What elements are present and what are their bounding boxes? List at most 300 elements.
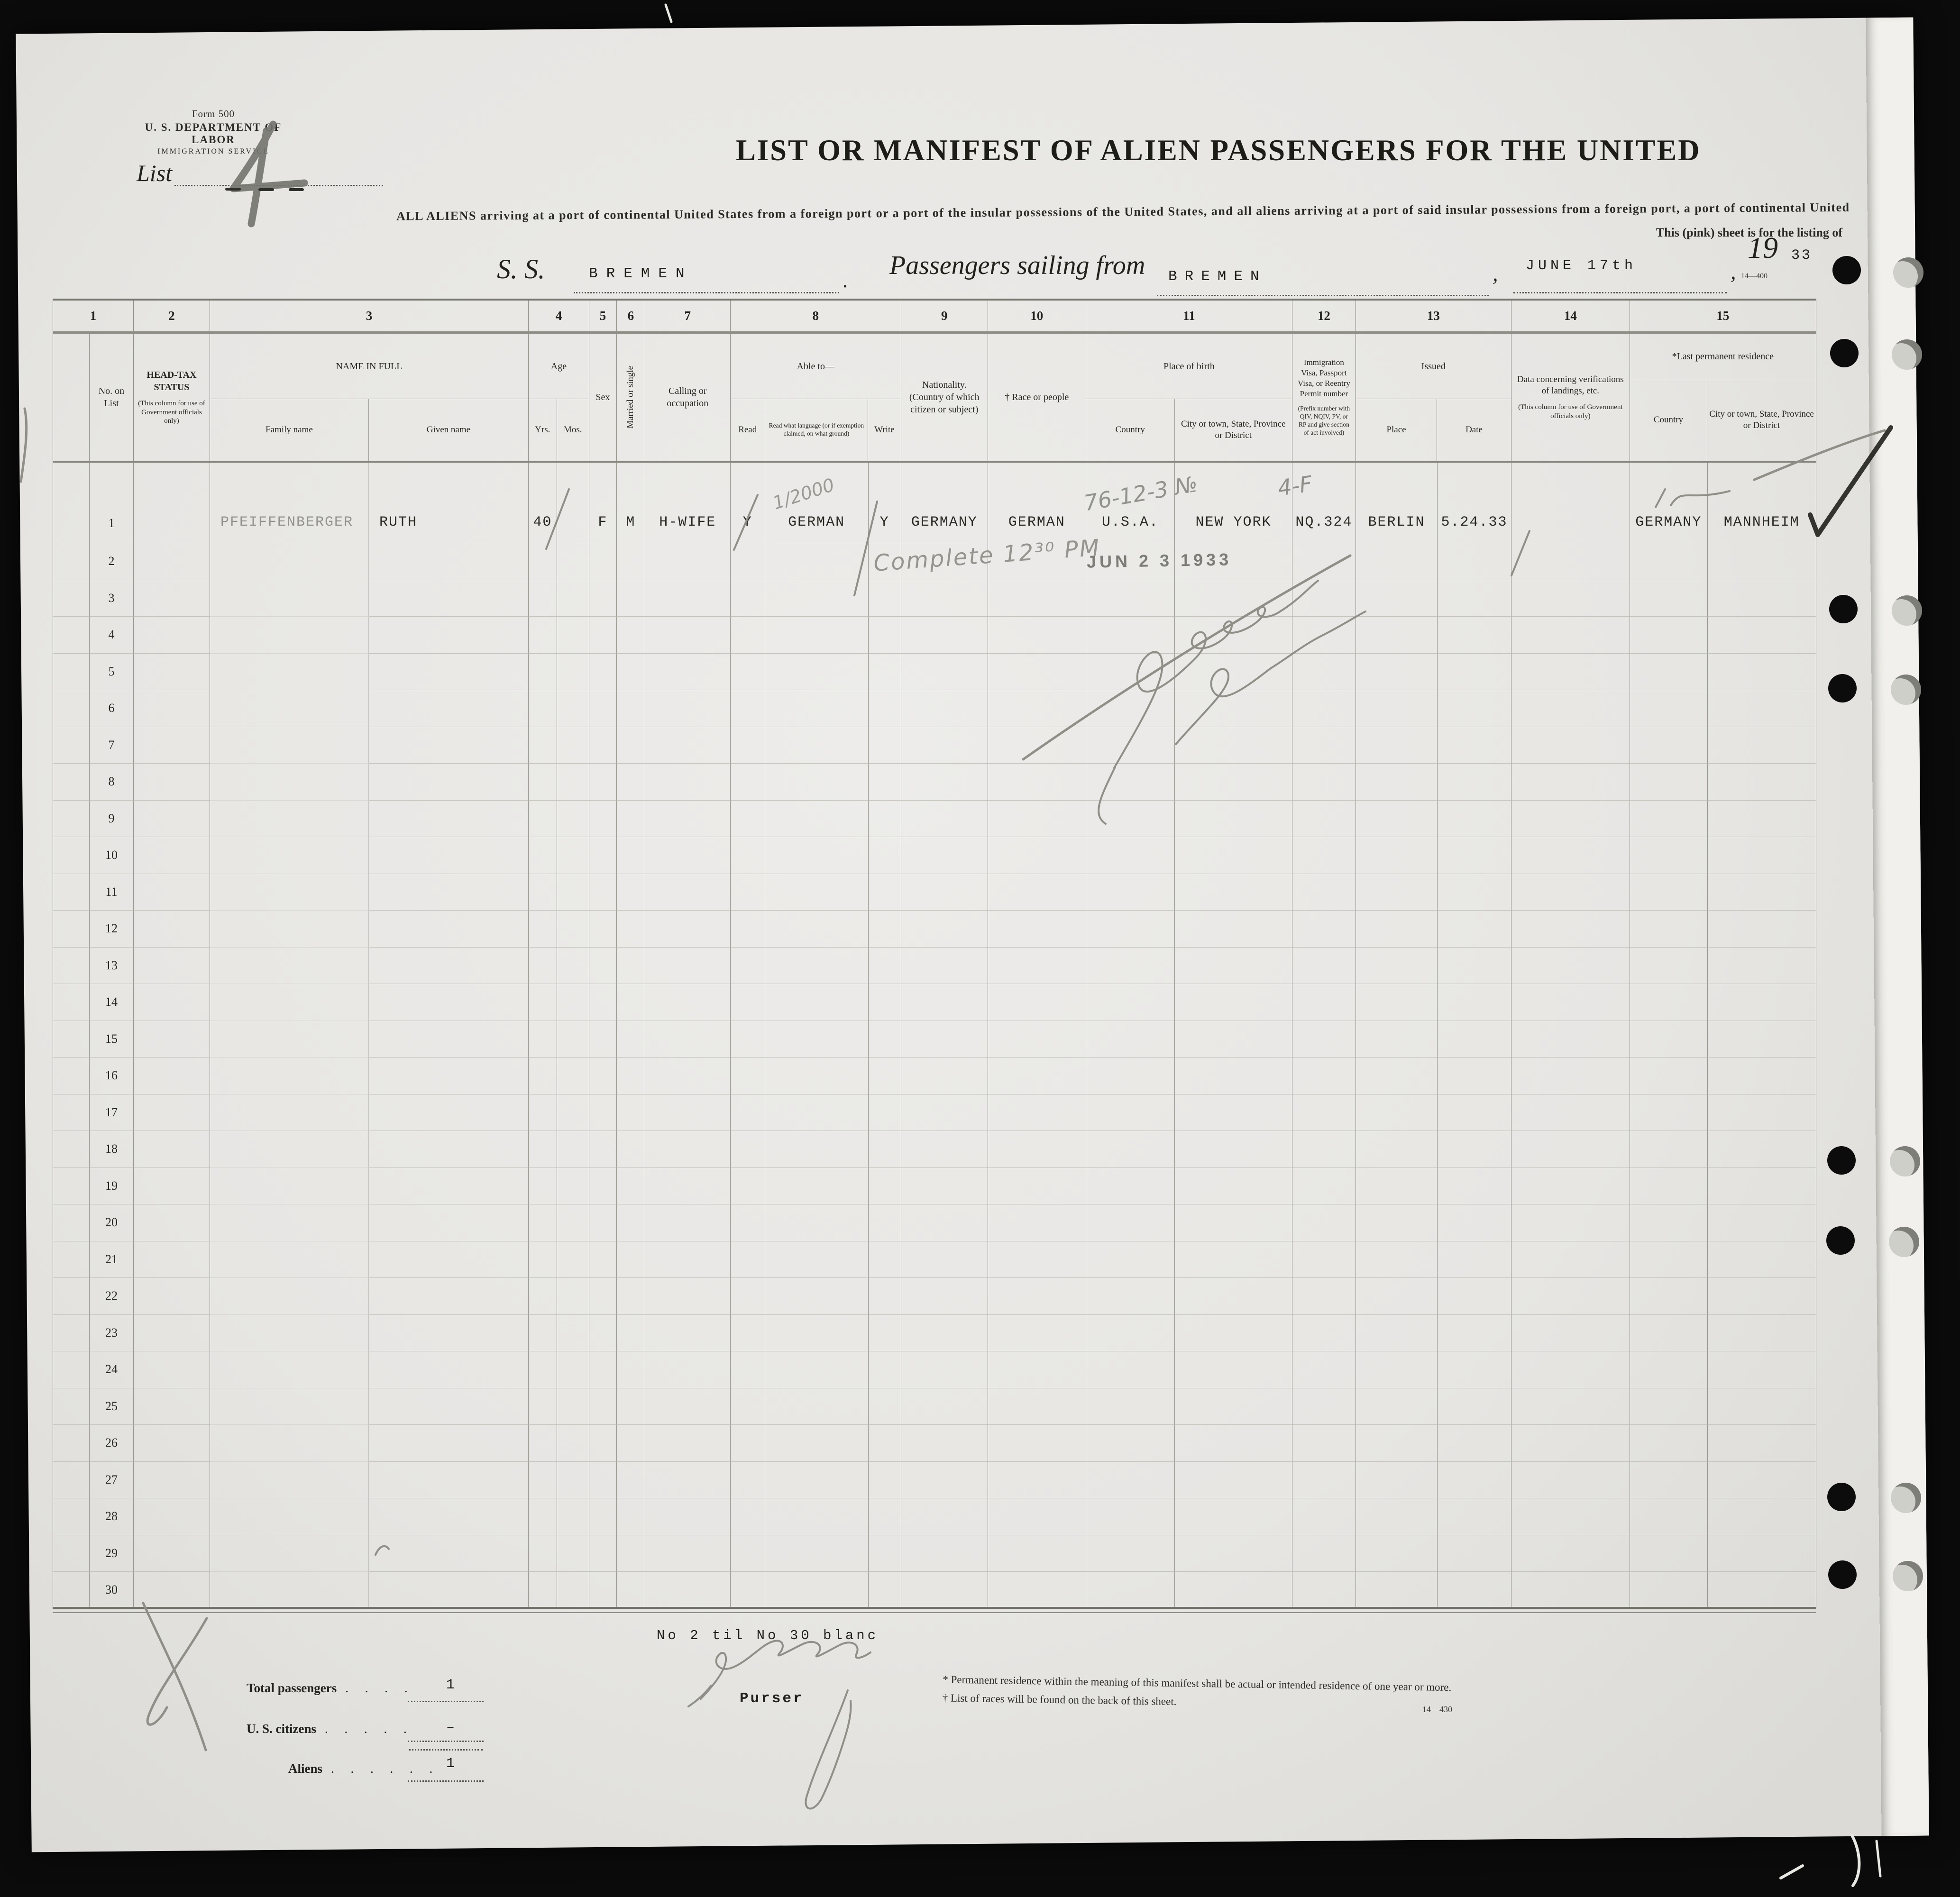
cell-head-tax — [134, 580, 210, 617]
cell-head-tax — [134, 727, 210, 764]
cell-verification — [1511, 1535, 1630, 1572]
hole-punch — [1827, 1146, 1856, 1175]
cell-family — [210, 1388, 369, 1425]
table-bottom-rule — [53, 1607, 1816, 1609]
cell-issued-date: 5.24.33 — [1438, 463, 1511, 543]
subtitle-line1: ALL ALIENS arriving at a port of continental United States from a foreign port or a port of the insular possessions of the United States, and all aliens arriving at a port of said insular possessions from a foreign port, a port of continental United — [396, 200, 1850, 223]
cell-given — [369, 654, 529, 691]
sailing-from-label: Passengers sailing from — [889, 251, 1145, 280]
col-label: HEAD-TAX STATUS — [147, 369, 197, 392]
cell-verification — [1511, 654, 1630, 691]
cell-calling — [645, 580, 731, 617]
cell-residence-city — [1708, 1498, 1816, 1535]
scan-artifact — [1877, 1841, 1880, 1876]
sub-given-name: Given name — [426, 425, 471, 435]
cell-given — [369, 874, 529, 911]
cell-issued-date — [1438, 911, 1511, 948]
cell-yrs — [529, 948, 557, 985]
cell-sex — [589, 1278, 617, 1315]
cell-issued-date — [1438, 1021, 1511, 1058]
value-line — [408, 1741, 484, 1742]
row-margin — [53, 1498, 90, 1535]
dot-leader: . . . . . — [324, 1722, 413, 1736]
ship-name: BREMEN — [589, 265, 693, 282]
cell-sex — [589, 948, 617, 985]
cell-family — [210, 727, 369, 764]
cell-residence-city — [1708, 1058, 1816, 1094]
cell-family — [210, 690, 369, 727]
cell-nationality — [901, 984, 988, 1021]
cell-verification — [1511, 874, 1630, 911]
cell-issued-place — [1356, 1168, 1438, 1205]
cell-sex — [589, 1241, 617, 1278]
row-number: 15 — [90, 1021, 134, 1058]
col-number-5: 5 — [589, 301, 617, 334]
cell-issued-place — [1356, 837, 1438, 874]
cell-family — [210, 1498, 369, 1535]
cell-nationality: GERMANY — [901, 463, 988, 543]
cell-family — [210, 1425, 369, 1462]
cell-nationality — [901, 1278, 988, 1315]
cell-birth-city — [1175, 1094, 1292, 1131]
cell-write — [869, 1462, 901, 1499]
cell-visa — [1292, 1204, 1356, 1241]
cell-verification — [1511, 1094, 1630, 1131]
footnote-residence: * Permanent residence within the meaning of this manifest shall be actual or intended residence of one year or more. — [943, 1673, 1452, 1694]
cell-married — [617, 727, 645, 764]
hole-punch — [1828, 1560, 1857, 1589]
cell-mos — [557, 1535, 589, 1572]
cell-read-language: GERMAN — [765, 463, 869, 543]
cell-read — [731, 1094, 765, 1131]
cell-residence-city — [1708, 1572, 1816, 1609]
cell-family — [210, 1351, 369, 1388]
row-margin — [53, 654, 90, 691]
cell-read-language — [765, 1021, 869, 1058]
cell-visa — [1292, 801, 1356, 838]
cell-issued-place — [1356, 543, 1438, 580]
cell-visa — [1292, 617, 1356, 654]
cell-birth-country — [1086, 654, 1175, 691]
cell-mos — [557, 1168, 589, 1205]
cell-visa — [1292, 654, 1356, 691]
cell-read — [731, 580, 765, 617]
cell-read — [731, 1131, 765, 1168]
cell-issued-date — [1438, 1058, 1511, 1094]
cell-sex — [589, 1351, 617, 1388]
cell-sex — [589, 874, 617, 911]
cell-read-language — [765, 1131, 869, 1168]
header-head-tax — [134, 334, 210, 463]
cell-head-tax — [134, 463, 210, 543]
row-number: 21 — [90, 1241, 134, 1278]
cell-visa — [1292, 1021, 1356, 1058]
cell-birth-country — [1086, 580, 1175, 617]
col-number-4: 4 — [529, 301, 589, 334]
cell-calling — [645, 1425, 731, 1462]
row-margin — [53, 1425, 90, 1462]
cell-issued-place — [1356, 1241, 1438, 1278]
cell-family — [210, 1094, 369, 1131]
cell-sex — [589, 1094, 617, 1131]
cell-calling — [645, 1204, 731, 1241]
cell-write — [869, 1278, 901, 1315]
row-number: 7 — [90, 727, 134, 764]
col-number-14: 14 — [1511, 301, 1630, 334]
cell-visa — [1292, 1241, 1356, 1278]
cell-read-language — [765, 911, 869, 948]
cell-mos — [557, 617, 589, 654]
cell-issued-date — [1438, 1351, 1511, 1388]
cell-birth-city — [1175, 690, 1292, 727]
cell-birth-city — [1175, 1204, 1292, 1241]
cell-issued-place — [1356, 911, 1438, 948]
cell-sex — [589, 1168, 617, 1205]
cell-birth-city — [1175, 654, 1292, 691]
cell-married — [617, 1462, 645, 1499]
cell-birth-country — [1086, 1425, 1175, 1462]
row-margin — [53, 1021, 90, 1058]
cell-family — [210, 1278, 369, 1315]
cell-calling — [645, 1131, 731, 1168]
cell-head-tax — [134, 1572, 210, 1609]
cell-residence-country — [1630, 1535, 1708, 1572]
col-number-7: 7 — [645, 301, 731, 334]
cell-verification — [1511, 1351, 1630, 1388]
cell-nationality — [901, 617, 988, 654]
cell-birth-city — [1175, 1058, 1292, 1094]
cell-given — [369, 1021, 529, 1058]
cell-married — [617, 837, 645, 874]
col-label: Sex — [595, 392, 610, 402]
cell-given — [369, 1204, 529, 1241]
cell-birth-country — [1086, 874, 1175, 911]
cell-yrs — [529, 727, 557, 764]
cell-head-tax — [134, 1021, 210, 1058]
ship-name-line — [574, 287, 839, 293]
row-number: 28 — [90, 1498, 134, 1535]
cell-family — [210, 1241, 369, 1278]
cell-sex — [589, 1058, 617, 1094]
hole-punch — [1891, 1483, 1921, 1513]
cell-read-language — [765, 1058, 869, 1094]
cell-issued-date — [1438, 1131, 1511, 1168]
cell-birth-city — [1175, 1535, 1292, 1572]
cell-married: M — [617, 463, 645, 543]
cell-yrs — [529, 580, 557, 617]
form-number: Form 500 — [192, 108, 235, 119]
group-label: Place of birth — [1086, 334, 1292, 399]
cell-married — [617, 911, 645, 948]
cell-issued-place — [1356, 1278, 1438, 1315]
cell-birth-city — [1175, 1021, 1292, 1058]
cell-family — [210, 543, 369, 580]
cell-race — [988, 1315, 1086, 1352]
cell-calling — [645, 1168, 731, 1205]
pencil-visa-code: 4-F — [1276, 471, 1314, 501]
cell-read-language — [765, 580, 869, 617]
cell-nationality — [901, 1572, 988, 1609]
cell-family — [210, 1315, 369, 1352]
department-name: U. S. DEPARTMENT OF LABOR — [145, 121, 282, 146]
hole-punch — [1893, 1561, 1923, 1591]
row-number: 10 — [90, 837, 134, 874]
cell-read — [731, 837, 765, 874]
cell-calling — [645, 837, 731, 874]
header-issued — [1356, 334, 1511, 463]
cell-birth-country — [1086, 1241, 1175, 1278]
cell-married — [617, 654, 645, 691]
sub-issued-date: Date — [1465, 425, 1483, 435]
cell-read-language — [765, 801, 869, 838]
cell-visa — [1292, 543, 1356, 580]
cell-write — [869, 1204, 901, 1241]
header-nationality — [901, 334, 988, 463]
cell-write — [869, 1131, 901, 1168]
cell-nationality — [901, 1131, 988, 1168]
cell-residence-city — [1708, 1094, 1816, 1131]
cell-family — [210, 1572, 369, 1609]
row-number: 12 — [90, 911, 134, 948]
cell-issued-date — [1438, 764, 1511, 801]
cell-family — [210, 1462, 369, 1499]
page-title: LIST OR MANIFEST OF ALIEN PASSENGERS FOR THE UNITED — [736, 133, 1701, 167]
cell-issued-date — [1438, 543, 1511, 580]
header-age — [529, 334, 589, 463]
pencil-x-mark — [147, 1618, 207, 1724]
cell-birth-country — [1086, 1168, 1175, 1205]
cell-visa — [1292, 1278, 1356, 1315]
scan-artifact — [666, 5, 671, 22]
cell-family — [210, 654, 369, 691]
list-number-line — [174, 166, 383, 186]
cell-married — [617, 1094, 645, 1131]
purser-label: Purser — [740, 1690, 804, 1707]
cell-yrs — [529, 654, 557, 691]
cell-issued-date — [1438, 727, 1511, 764]
cell-birth-country — [1086, 1058, 1175, 1094]
cell-visa — [1292, 1535, 1356, 1572]
cell-issued-date — [1438, 1462, 1511, 1499]
cell-birth-city — [1175, 1388, 1292, 1425]
cell-head-tax — [134, 874, 210, 911]
col-number-2: 2 — [134, 301, 210, 334]
total-label: Total passengers — [247, 1681, 337, 1695]
cell-nationality — [901, 580, 988, 617]
cell-residence-country — [1630, 1241, 1708, 1278]
cell-read-language — [765, 837, 869, 874]
cell-issued-place — [1356, 654, 1438, 691]
cell-verification — [1511, 1021, 1630, 1058]
cell-write — [869, 1058, 901, 1094]
row-number: 2 — [90, 543, 134, 580]
header-last-residence — [1630, 334, 1816, 463]
cell-head-tax — [134, 617, 210, 654]
cell-birth-city: NEW YORK — [1175, 463, 1292, 543]
cell-yrs — [529, 1278, 557, 1315]
total-label: U. S. citizens — [247, 1722, 316, 1736]
cell-read-language — [765, 874, 869, 911]
cell-married — [617, 1315, 645, 1352]
cell-head-tax — [134, 764, 210, 801]
cell-birth-country — [1086, 1021, 1175, 1058]
row-margin — [53, 1315, 90, 1352]
cell-mos — [557, 1425, 589, 1462]
cell-residence-city — [1708, 543, 1816, 580]
cell-calling — [645, 1462, 731, 1499]
cell-residence-city — [1708, 1131, 1816, 1168]
cell-calling — [645, 1094, 731, 1131]
cell-head-tax — [134, 654, 210, 691]
cell-visa — [1292, 580, 1356, 617]
cell-birth-country — [1086, 1388, 1175, 1425]
cell-birth-city — [1175, 837, 1292, 874]
cell-write — [869, 654, 901, 691]
cell-given — [369, 1131, 529, 1168]
cell-visa — [1292, 1388, 1356, 1425]
cell-birth-city — [1175, 1462, 1292, 1499]
row-margin — [53, 617, 90, 654]
cell-sex — [589, 801, 617, 838]
cell-yrs — [529, 543, 557, 580]
cell-yrs — [529, 1058, 557, 1094]
cell-read — [731, 764, 765, 801]
cell-calling — [645, 654, 731, 691]
cell-residence-city — [1708, 1021, 1816, 1058]
cell-yrs — [529, 1462, 557, 1499]
port-line — [1157, 290, 1489, 296]
cell-verification — [1511, 580, 1630, 617]
cell-nationality — [901, 1462, 988, 1499]
cell-married — [617, 1351, 645, 1388]
cell-birth-city — [1175, 1241, 1292, 1278]
cell-race — [988, 1572, 1086, 1609]
cell-write — [869, 1498, 901, 1535]
cell-residence-country — [1630, 1572, 1708, 1609]
cell-birth-city — [1175, 1425, 1292, 1462]
cell-mos — [557, 1131, 589, 1168]
cell-residence-city — [1708, 1241, 1816, 1278]
row-margin — [53, 911, 90, 948]
cell-visa — [1292, 1315, 1356, 1352]
cell-issued-place — [1356, 1204, 1438, 1241]
cell-calling — [645, 1572, 731, 1609]
hole-punch — [1891, 675, 1921, 705]
row-number: 13 — [90, 948, 134, 985]
cell-read-language — [765, 1388, 869, 1425]
cell-head-tax — [134, 984, 210, 1021]
cell-given — [369, 727, 529, 764]
row-margin — [53, 463, 90, 543]
cell-birth-country — [1086, 727, 1175, 764]
cell-head-tax — [134, 1278, 210, 1315]
row-number: 27 — [90, 1462, 134, 1499]
cell-given — [369, 1315, 529, 1352]
cell-married — [617, 1168, 645, 1205]
cell-issued-place — [1356, 1572, 1438, 1609]
cell-verification — [1511, 1241, 1630, 1278]
pencil-margin-tick — [21, 409, 27, 482]
cell-given — [369, 543, 529, 580]
cell-sex — [589, 690, 617, 727]
sailing-port: BREMEN — [1168, 268, 1267, 285]
cell-birth-country — [1086, 801, 1175, 838]
col-note: (Prefix number with QIV, NQIV, PV, or RP and give section of act involved) — [1298, 405, 1350, 437]
cell-issued-date — [1438, 1572, 1511, 1609]
cell-mos — [557, 690, 589, 727]
cell-write — [869, 1351, 901, 1388]
cell-read — [731, 1058, 765, 1094]
cell-calling — [645, 617, 731, 654]
cell-issued-date — [1438, 690, 1511, 727]
purser-signature — [688, 1686, 711, 1706]
cell-read-language — [765, 1094, 869, 1131]
cell-write — [869, 690, 901, 727]
cell-nationality — [901, 948, 988, 985]
cell-read — [731, 1168, 765, 1205]
cell-write — [869, 580, 901, 617]
cell-mos — [557, 948, 589, 985]
cell-verification — [1511, 543, 1630, 580]
cell-race — [988, 1388, 1086, 1425]
cell-issued-date — [1438, 1094, 1511, 1131]
sub-read-language: Read what language (or if exemption claimed, on what ground) — [765, 399, 869, 461]
hole-punch — [1889, 1227, 1919, 1257]
cell-issued-place — [1356, 984, 1438, 1021]
cell-race — [988, 617, 1086, 654]
cell-birth-country — [1086, 690, 1175, 727]
cell-given — [369, 1498, 529, 1535]
cell-married — [617, 1425, 645, 1462]
sheet-ref-top: 14—400 — [1741, 272, 1768, 280]
cell-verification — [1511, 948, 1630, 985]
cell-write — [869, 617, 901, 654]
cell-issued-place — [1356, 1498, 1438, 1535]
cell-verification — [1511, 1462, 1630, 1499]
cell-verification — [1511, 1498, 1630, 1535]
cell-verification — [1511, 1425, 1630, 1462]
ship-period: . — [843, 269, 848, 292]
cell-issued-place — [1356, 727, 1438, 764]
sheet-ref-bottom: 14—430 — [1422, 1705, 1452, 1714]
cell-visa — [1292, 984, 1356, 1021]
cell-verification — [1511, 1572, 1630, 1609]
cell-residence-country — [1630, 1131, 1708, 1168]
row-margin — [53, 690, 90, 727]
cell-residence-country — [1630, 1058, 1708, 1094]
cell-nationality — [901, 1498, 988, 1535]
cell-family — [210, 1204, 369, 1241]
cell-yrs — [529, 1572, 557, 1609]
cell-issued-place — [1356, 1131, 1438, 1168]
cell-residence-city — [1708, 1425, 1816, 1462]
cell-family — [210, 984, 369, 1021]
blanc-note: No 2 til No 30 blanc — [657, 1628, 879, 1643]
cell-visa — [1292, 727, 1356, 764]
cell-race — [988, 874, 1086, 911]
cell-nationality — [901, 1241, 988, 1278]
cell-married — [617, 1131, 645, 1168]
cell-residence-city — [1708, 984, 1816, 1021]
cell-visa — [1292, 1094, 1356, 1131]
cell-read — [731, 911, 765, 948]
total-passengers-value: 1 — [446, 1677, 455, 1693]
header-margin — [53, 334, 90, 463]
cell-issued-place — [1356, 874, 1438, 911]
cell-sex — [589, 764, 617, 801]
cell-residence-country — [1630, 1462, 1708, 1499]
cell-head-tax — [134, 801, 210, 838]
